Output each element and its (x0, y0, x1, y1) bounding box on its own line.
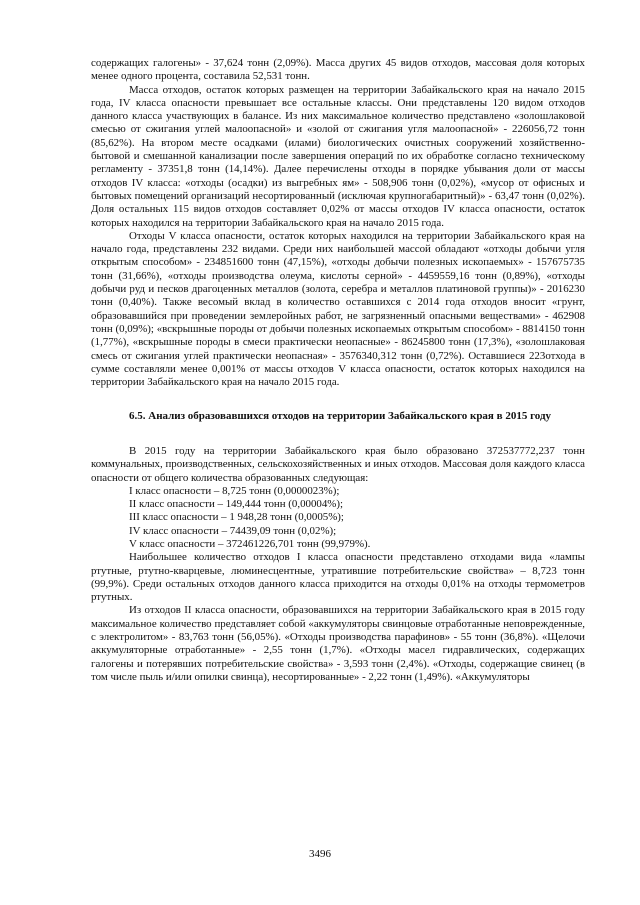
body-text (91, 57, 585, 684)
class-list-item: I класс опасности – 8,725 тонн (0,0000023%); (129, 484, 340, 497)
section-heading: 6.5. Анализ образовавшихся отходов на территории Забайкальского края в 2015 году (129, 410, 552, 423)
paragraph-class-iv: Масса отходов, остаток которых размещен на территории Забайкальского края на начало 2015 года, IV класса опасности превышает все остальные классы. Они представлены 120 видом отходов данного класса участвующих в балансе. Из них максимальное количество представлено «золошлаковой смесью от сжигания углей малоопасной» и «золой от сжигания угля малоопасной» - 226056,72 тонн (85,62%). На втором месте осадками (илами) биологических очистных сооружений хозяйственно-бытовой и смешанной канализации после завершения операций по их обработке согласно техническому регламенту - 37351,8 тонн (14,14%). Далее перечислены отходы в порядке убывания доли от массы отходов IV класса: «отходы (осадки) из выгребных ям» - 508,906 тонн (0,02%), «мусор от офисных и бытовых помещений организаций несортированный (исключая крупногабаритный)» - 63,47 тонн (0,02%). Доля остальных 115 видов отходов составляет 0,02% от массы отходов IV класса опасности, остаток которых находился на территории Забайкальского края на начало 2015 года. (91, 83, 585, 229)
class-list-item: V класс опасности – 372461226,701 тонн (99,979%). (129, 538, 371, 550)
page-number: 3496 (309, 848, 331, 860)
class-list-item: II класс опасности – 149,444 тонн (0,00004%); (129, 498, 344, 511)
class-list-item: IV класс опасности – 74439,09 тонн (0,02%); (129, 524, 337, 537)
class-list-item: III класс опасности – 1 948,28 тонн (0,0005%); (129, 511, 344, 524)
paragraph-class-i: Наибольшее количество отходов I класса опасности представлено отходами вида «лампы ртутные, ртутно-кварцевые, люминесцентные, утратившие потребительские свойства» – 8,723 тонн (99,9%). Среди остальных отходов данного класса приходится на отходы 0,01% на отходы термометров ртутных. (91, 551, 585, 604)
paragraph-class-ii: Из отходов II класса опасности, образовавшихся на территории Забайкальского края в 2015 году максимальное количество представляет собой «аккумуляторы свинцовые отработанные неповрежденные, с электролитом» - 83,763 тонн (56,05%). «Отходы производства парафинов» - 55 тонн (36,8%). «Щелочи аккумуляторные отработанные» - 2,55 тонн (1,7%). «Отходы масел гидравлических, содержащих галогены и потерявших потребительские свойства» - 3,593 тонн (2,4%). «Отходы, содержащие свинец (в том числе пыль и/или опилки свинца), несортированные» - 2,22 тонн (1,49%). «Аккумуляторы (91, 604, 585, 683)
paragraph-continuation: содержащих галогены» - 37,624 тонн (2,09%). Масса других 45 видов отходов, массовая доля которых менее одного процента, составила 52,531 тонн. (91, 57, 585, 83)
paragraph-class-v: Отходы V класса опасности, остаток которых находился на территории Забайкальского края на начало года, представлены 232 видами. Среди них наибольшей массой обладают «отходы добычи угля открытым способом» - 234851600 тонн (47,15%), «отходы добычи полезных ископаемых» - 157675735 тонн (31,66%), «отходы производства олеума, кислоты серной» - 4459559,16 тонн (0,89%), «отходы добычи руд и песков драгоценных металлов (золота, серебра и металлов платиновой группы)» - 2016230 тонн (0,40%). Также весомый вклад в количество оставшихся с 2014 года отходов вносит «грунт, образовавшийся при проведении землеройных работ, не загрязненный опасными веществами» - 462908 тонн (0,09%); «вскрышные породы от добычи полезных ископаемых открытым способом» - 8814150 тонн (1,77%), «вскрышные породы в смеси практически неопасные» - 86245800 тонн (17,3%), «золошлаковая смесь от сжигания углей практически неопасная» - 3576340,312 тонн (0,72%). Оставшиеся 223отхода в сумме составляли менее 0,001% от массы отходов V класса опасности, остаток которых находился на территории Забайкальского края на начало 2015 года. (91, 229, 585, 389)
paragraph-2015-total: В 2015 году на территории Забайкальского края было образовано 372537772,237 тонн коммунальных, производственных, сельскохозяйственных и иных отходов. Массовая доля каждого класса опасности от общего количества образованных следующая: (91, 444, 585, 484)
